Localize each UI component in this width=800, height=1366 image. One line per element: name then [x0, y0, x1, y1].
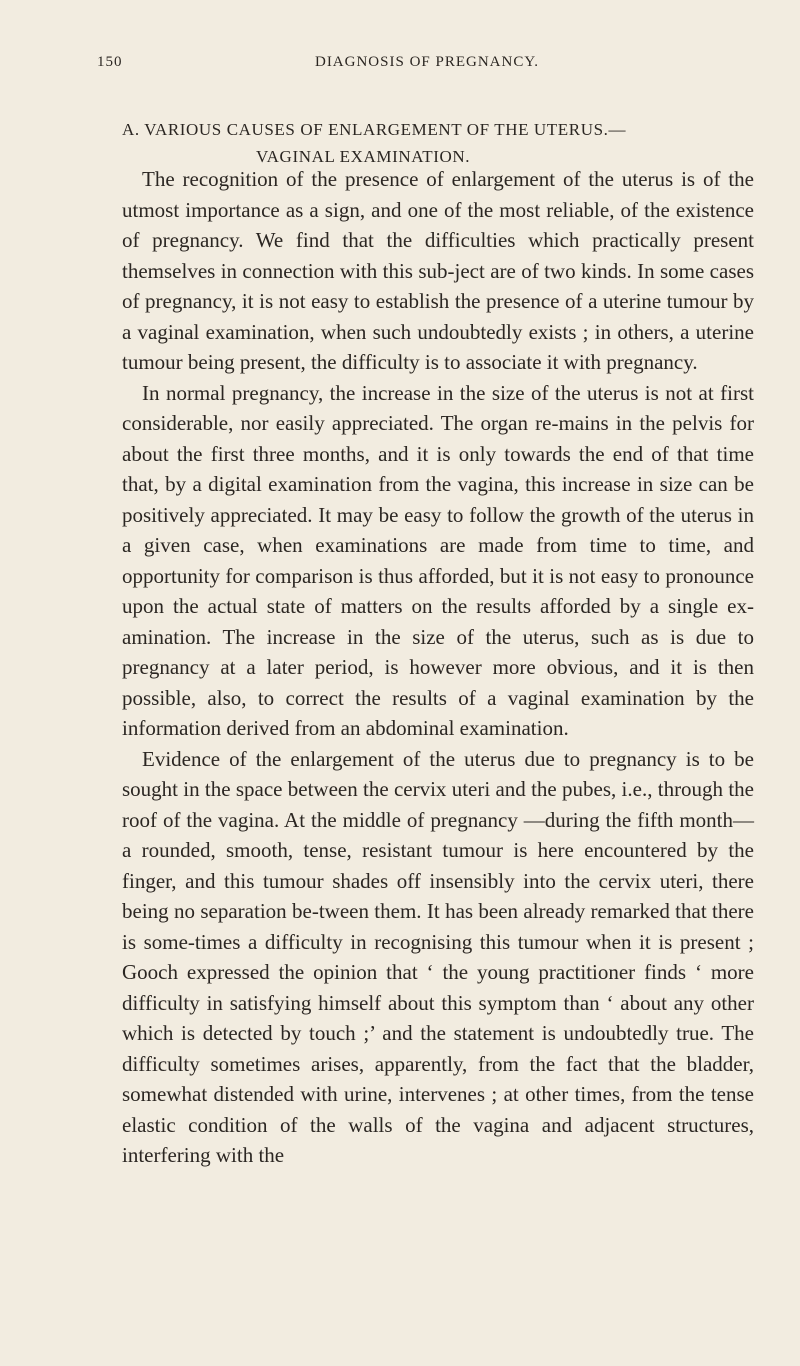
page-number: 150	[97, 54, 123, 70]
paragraph-1: The recognition of the presence of enlargement of the uterus is of the utmost importance as a sign, and one of the most reliable, of the existence of pregnancy. We find that the difficulties which practically present themselves in connection with this sub-ject are of two kinds. In some cases of pregnancy, it is not easy to establish the presence of a uterine tumour by a vaginal examination, when such undoubtedly exists ; in others, a uterine tumour being present, the difficulty is to associate it with pregnancy.	[122, 167, 754, 374]
section-heading	[122, 116, 754, 170]
paragraph-2: In normal pregnancy, the increase in the size of the uterus is not at first considerable, nor easily appreciated. The organ re-mains in the pelvis for about the first three months, and it is only towards the end of that time that, by a digital examination from the vagina, this increase in size can be positively appreciated. It may be easy to follow the growth of the uterus in a given case, when examinations are made from time to time, and opportunity for comparison is thus afforded, but it is not easy to pronounce upon the actual state of matters on the results afforded by a single ex-amination. The increase in the size of the uterus, such as is due to pregnancy at a later period, is however more obvious, and it is then possible, also, to correct the results of a vaginal examination by the information derived from an abdominal examination.	[122, 380, 754, 740]
running-head	[97, 54, 757, 80]
body-text	[122, 164, 754, 1171]
paragraph-3: Evidence of the enlargement of the uterus due to pregnancy is to be sought in the space between the cervix uteri and the pubes, i.e., through the roof of the vagina. At the middle of pregnancy —during the fifth month—a rounded, smooth, tense, resistant tumour is here encountered by the finger, and this tumour shades off insensibly into the cervix uteri, there being no separation be-tween them. It has been already remarked that there is some-times a difficulty in recognising this tumour when it is present ; Gooch expressed the opinion that ‘ the young practitioner finds ‘ more difficulty in satisfying himself about this symptom than ‘ about any other which is detected by touch ;’ and the statement is undoubtedly true. The difficulty sometimes arises, apparently, from the fact that the bladder, somewhat distended with urine, intervenes ; at other times, from the tense elastic condition of the walls of the vagina and adjacent structures, interfering with the	[122, 746, 754, 1167]
section-heading-line-1: A. VARIOUS CAUSES OF ENLARGEMENT OF THE UTERUS.—	[122, 120, 627, 139]
section-heading-line-2: VAGINAL EXAMINATION.	[256, 147, 471, 166]
running-title: DIAGNOSIS OF PREGNANCY.	[314, 54, 539, 70]
